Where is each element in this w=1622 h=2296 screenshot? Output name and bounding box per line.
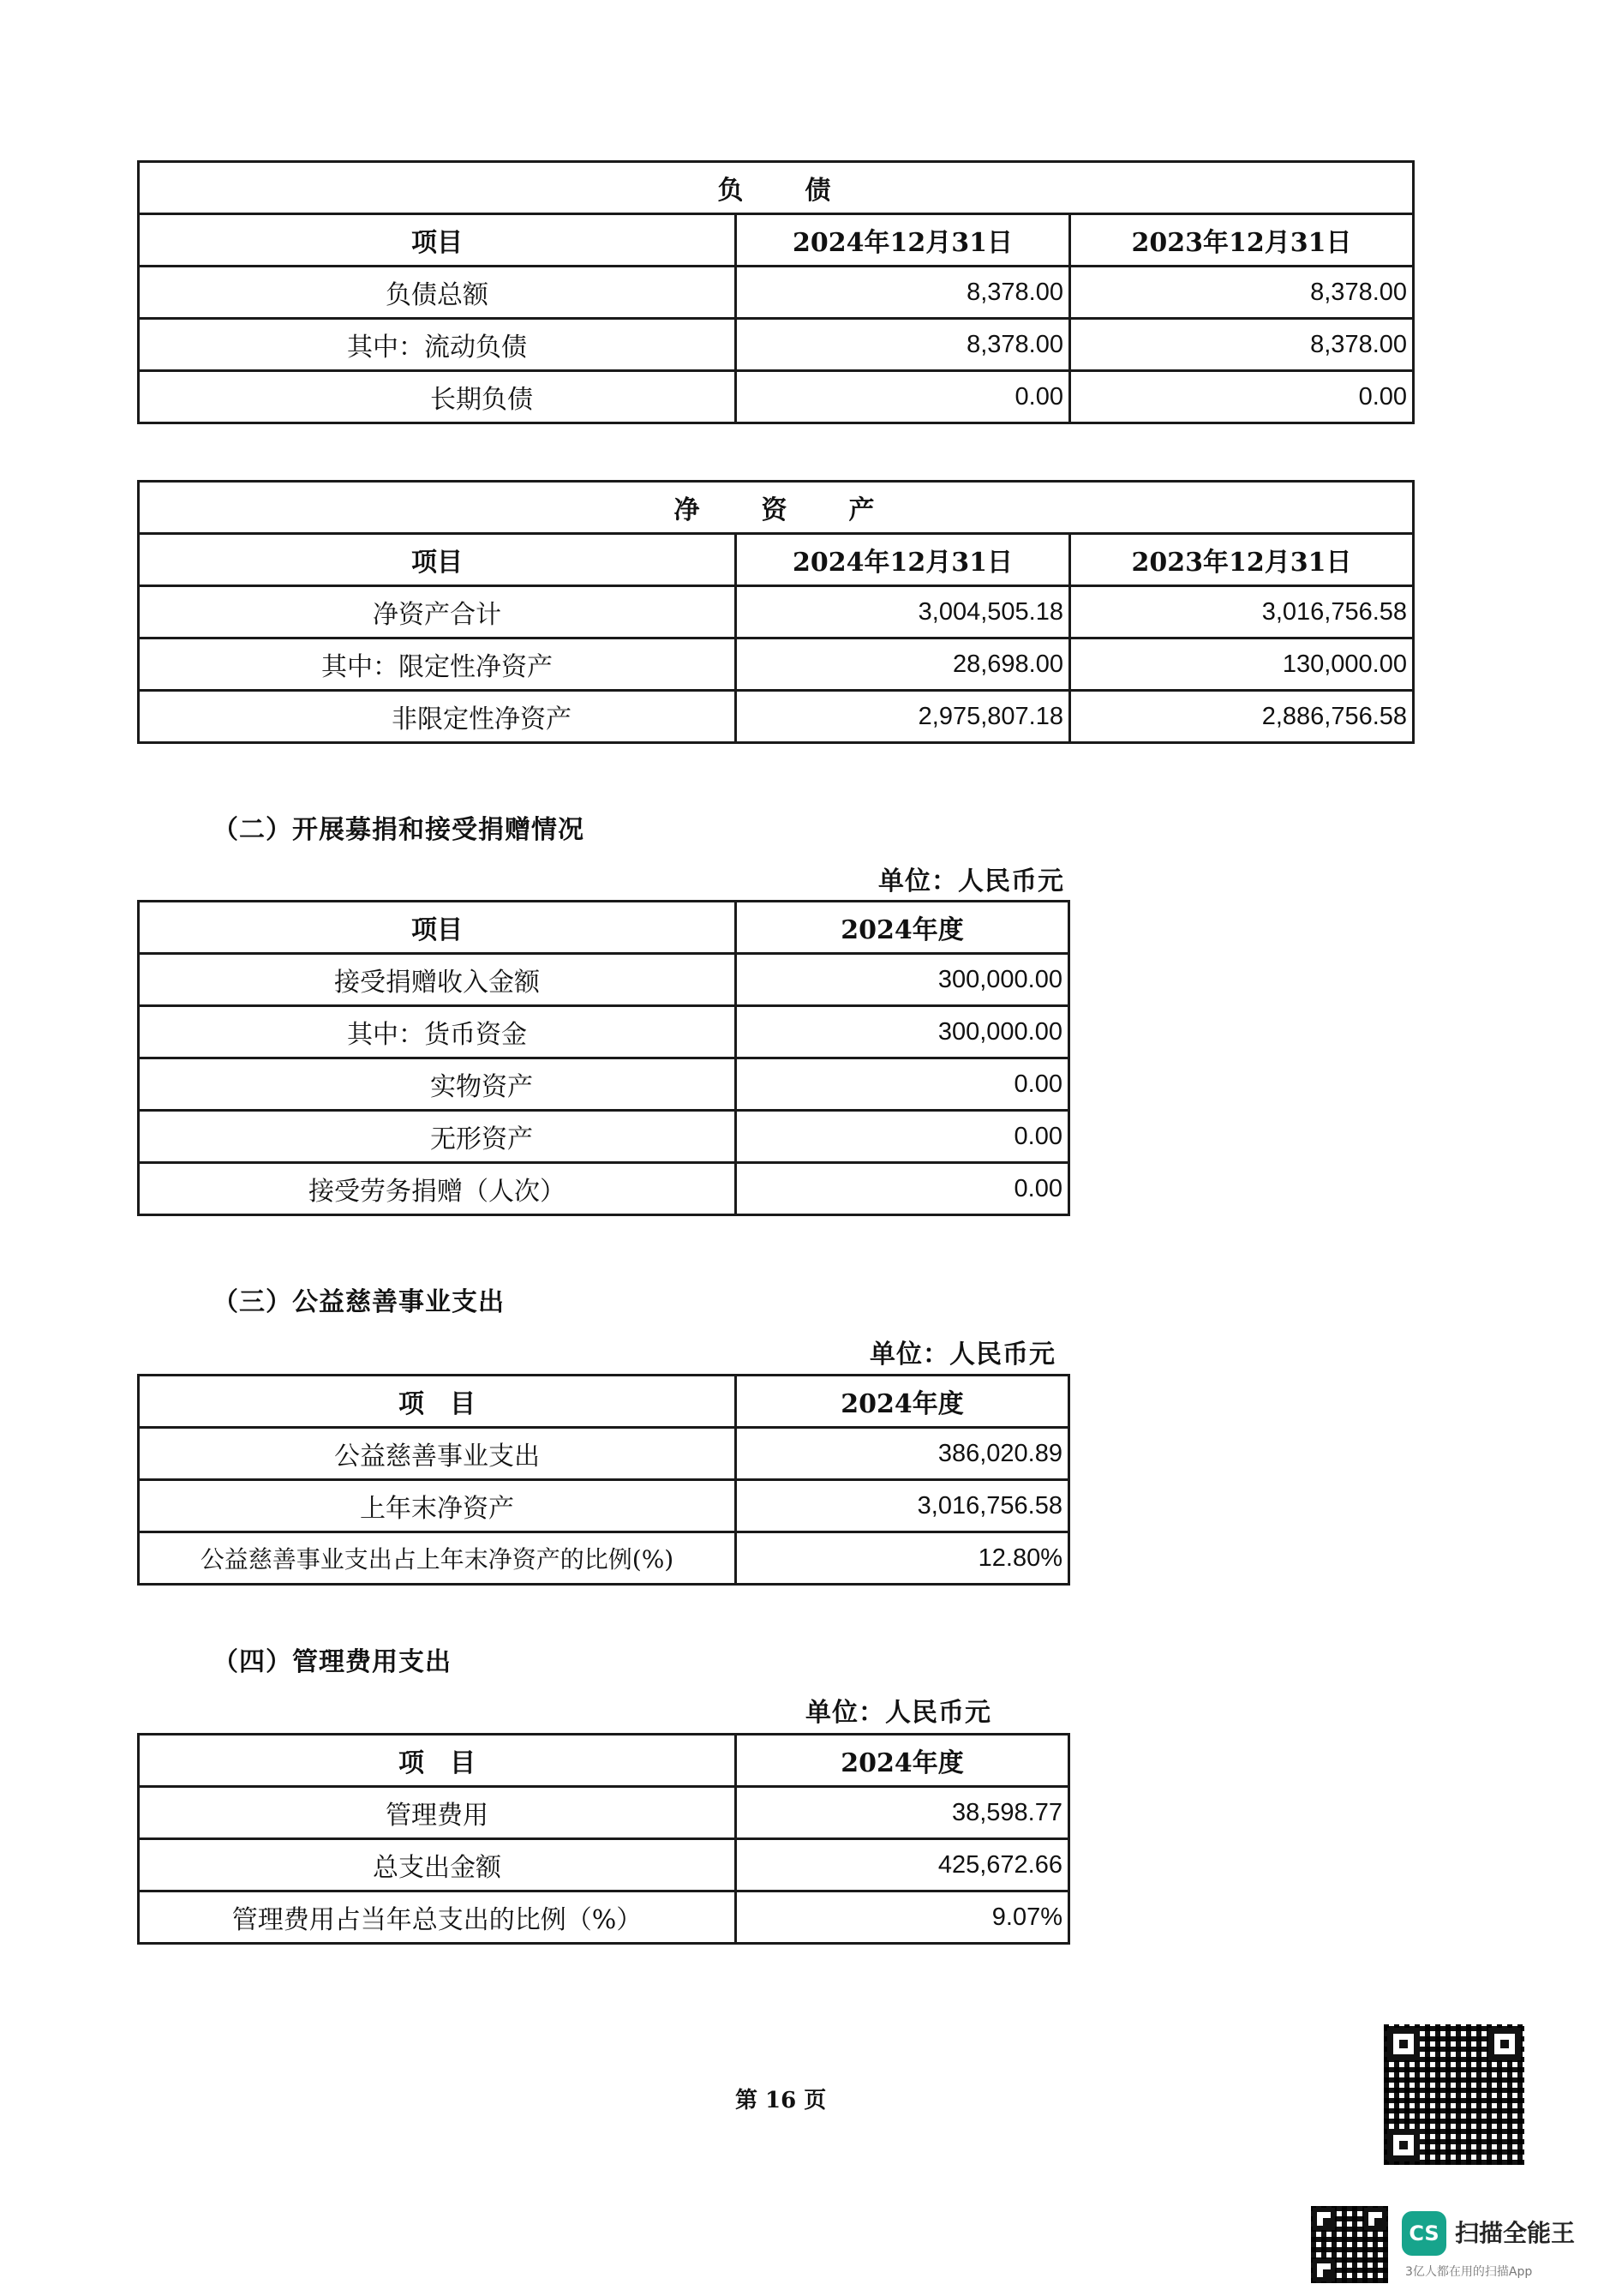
- camscanner-logo: CS: [1402, 2211, 1446, 2256]
- header-item: 项 目: [139, 1735, 736, 1787]
- header-year: 2024年度: [736, 1735, 1069, 1787]
- charity-heading: （三）公益慈善事业支出: [212, 1287, 505, 1317]
- table-row: [139, 1006, 1069, 1058]
- table-row: [139, 1111, 1069, 1163]
- row-value: 38,598.77: [736, 1787, 1069, 1839]
- charity-unit: 单位：人民币元: [870, 1340, 1056, 1370]
- row-label: 其中：货币资金: [139, 1006, 736, 1058]
- row-value: 0.00: [736, 1111, 1069, 1163]
- header-item: 项目: [139, 902, 736, 954]
- row-value: 300,000.00: [736, 954, 1069, 1006]
- header-2024: 2024年12月31日: [736, 534, 1070, 586]
- row-value: 0.00: [736, 1163, 1069, 1215]
- table-row: [139, 638, 1414, 691]
- net-assets-table: [137, 480, 1415, 744]
- donations-unit: 单位：人民币元: [878, 866, 1064, 896]
- table-row: [139, 371, 1414, 423]
- table-row: [139, 1787, 1069, 1839]
- row-label: 净资产合计: [139, 586, 736, 638]
- row-value-2024: 8,378.00: [736, 267, 1070, 319]
- qr-code-icon: [1384, 2024, 1524, 2165]
- camscanner-tagline: 3亿人都在用的扫描App: [1405, 2265, 1533, 2279]
- camscanner-name: 扫描全能王: [1455, 2219, 1576, 2247]
- row-value: 12.80%: [736, 1532, 1069, 1585]
- row-value-2023: 0.00: [1070, 371, 1414, 423]
- net-assets-title: 净 资 产: [139, 482, 1414, 534]
- row-label: 公益慈善事业支出: [139, 1428, 736, 1480]
- table-row: [139, 319, 1414, 371]
- row-value-2024: 2,975,807.18: [736, 691, 1070, 743]
- row-label: 管理费用: [139, 1787, 736, 1839]
- row-label: 非限定性净资产: [139, 691, 736, 743]
- header-item: 项目: [139, 214, 736, 267]
- row-label: 其中：流动负债: [139, 319, 736, 371]
- management-heading: （四）管理费用支出: [212, 1647, 452, 1677]
- row-value-2024: 0.00: [736, 371, 1070, 423]
- row-label: 公益慈善事业支出占上年末净资产的比例(%): [139, 1532, 736, 1585]
- header-2023: 2023年12月31日: [1070, 534, 1414, 586]
- row-value: 3,016,756.58: [736, 1480, 1069, 1532]
- table-row: [139, 586, 1414, 638]
- table-row: [139, 1891, 1069, 1944]
- table-row: [139, 954, 1069, 1006]
- table-row: [139, 1839, 1069, 1891]
- header-2023: 2023年12月31日: [1070, 214, 1414, 267]
- row-label: 接受劳务捐赠（人次）: [139, 1163, 736, 1215]
- row-value: 425,672.66: [736, 1839, 1069, 1891]
- row-label: 负债总额: [139, 267, 736, 319]
- row-label: 接受捐赠收入金额: [139, 954, 736, 1006]
- row-value-2023: 8,378.00: [1070, 319, 1414, 371]
- header-item: 项目: [139, 534, 736, 586]
- row-label: 总支出金额: [139, 1839, 736, 1891]
- row-value-2024: 28,698.00: [736, 638, 1070, 691]
- row-value: 386,020.89: [736, 1428, 1069, 1480]
- liabilities-table: [137, 160, 1415, 424]
- header-item: 项 目: [139, 1376, 736, 1428]
- management-table: [137, 1733, 1070, 1945]
- header-2024: 2024年12月31日: [736, 214, 1070, 267]
- charity-table: [137, 1374, 1070, 1586]
- row-label: 管理费用占当年总支出的比例（%）: [139, 1891, 736, 1944]
- management-unit: 单位：人民币元: [805, 1698, 991, 1728]
- table-row: [139, 267, 1414, 319]
- header-year: 2024年度: [736, 902, 1069, 954]
- row-value: 0.00: [736, 1058, 1069, 1111]
- row-value: 9.07%: [736, 1891, 1069, 1944]
- row-value-2023: 8,378.00: [1070, 267, 1414, 319]
- row-value-2024: 3,004,505.18: [736, 586, 1070, 638]
- row-value: 300,000.00: [736, 1006, 1069, 1058]
- watermark-qr-icon: [1311, 2206, 1388, 2283]
- row-label: 上年末净资产: [139, 1480, 736, 1532]
- table-row: [139, 1532, 1069, 1585]
- row-value-2023: 130,000.00: [1070, 638, 1414, 691]
- row-label: 实物资产: [139, 1058, 736, 1111]
- liabilities-title: 负 债: [139, 162, 1414, 214]
- row-value-2023: 3,016,756.58: [1070, 586, 1414, 638]
- table-row: [139, 1163, 1069, 1215]
- row-value-2023: 2,886,756.58: [1070, 691, 1414, 743]
- table-row: [139, 691, 1414, 743]
- donations-heading: （二）开展募捐和接受捐赠情况: [212, 815, 584, 845]
- row-label: 长期负债: [139, 371, 736, 423]
- table-row: [139, 1428, 1069, 1480]
- header-year: 2024年度: [736, 1376, 1069, 1428]
- row-value-2024: 8,378.00: [736, 319, 1070, 371]
- row-label: 其中：限定性净资产: [139, 638, 736, 691]
- table-row: [139, 1058, 1069, 1111]
- table-row: [139, 1480, 1069, 1532]
- page-number: 第 16 页: [735, 2088, 827, 2113]
- row-label: 无形资产: [139, 1111, 736, 1163]
- donations-table: [137, 900, 1070, 1216]
